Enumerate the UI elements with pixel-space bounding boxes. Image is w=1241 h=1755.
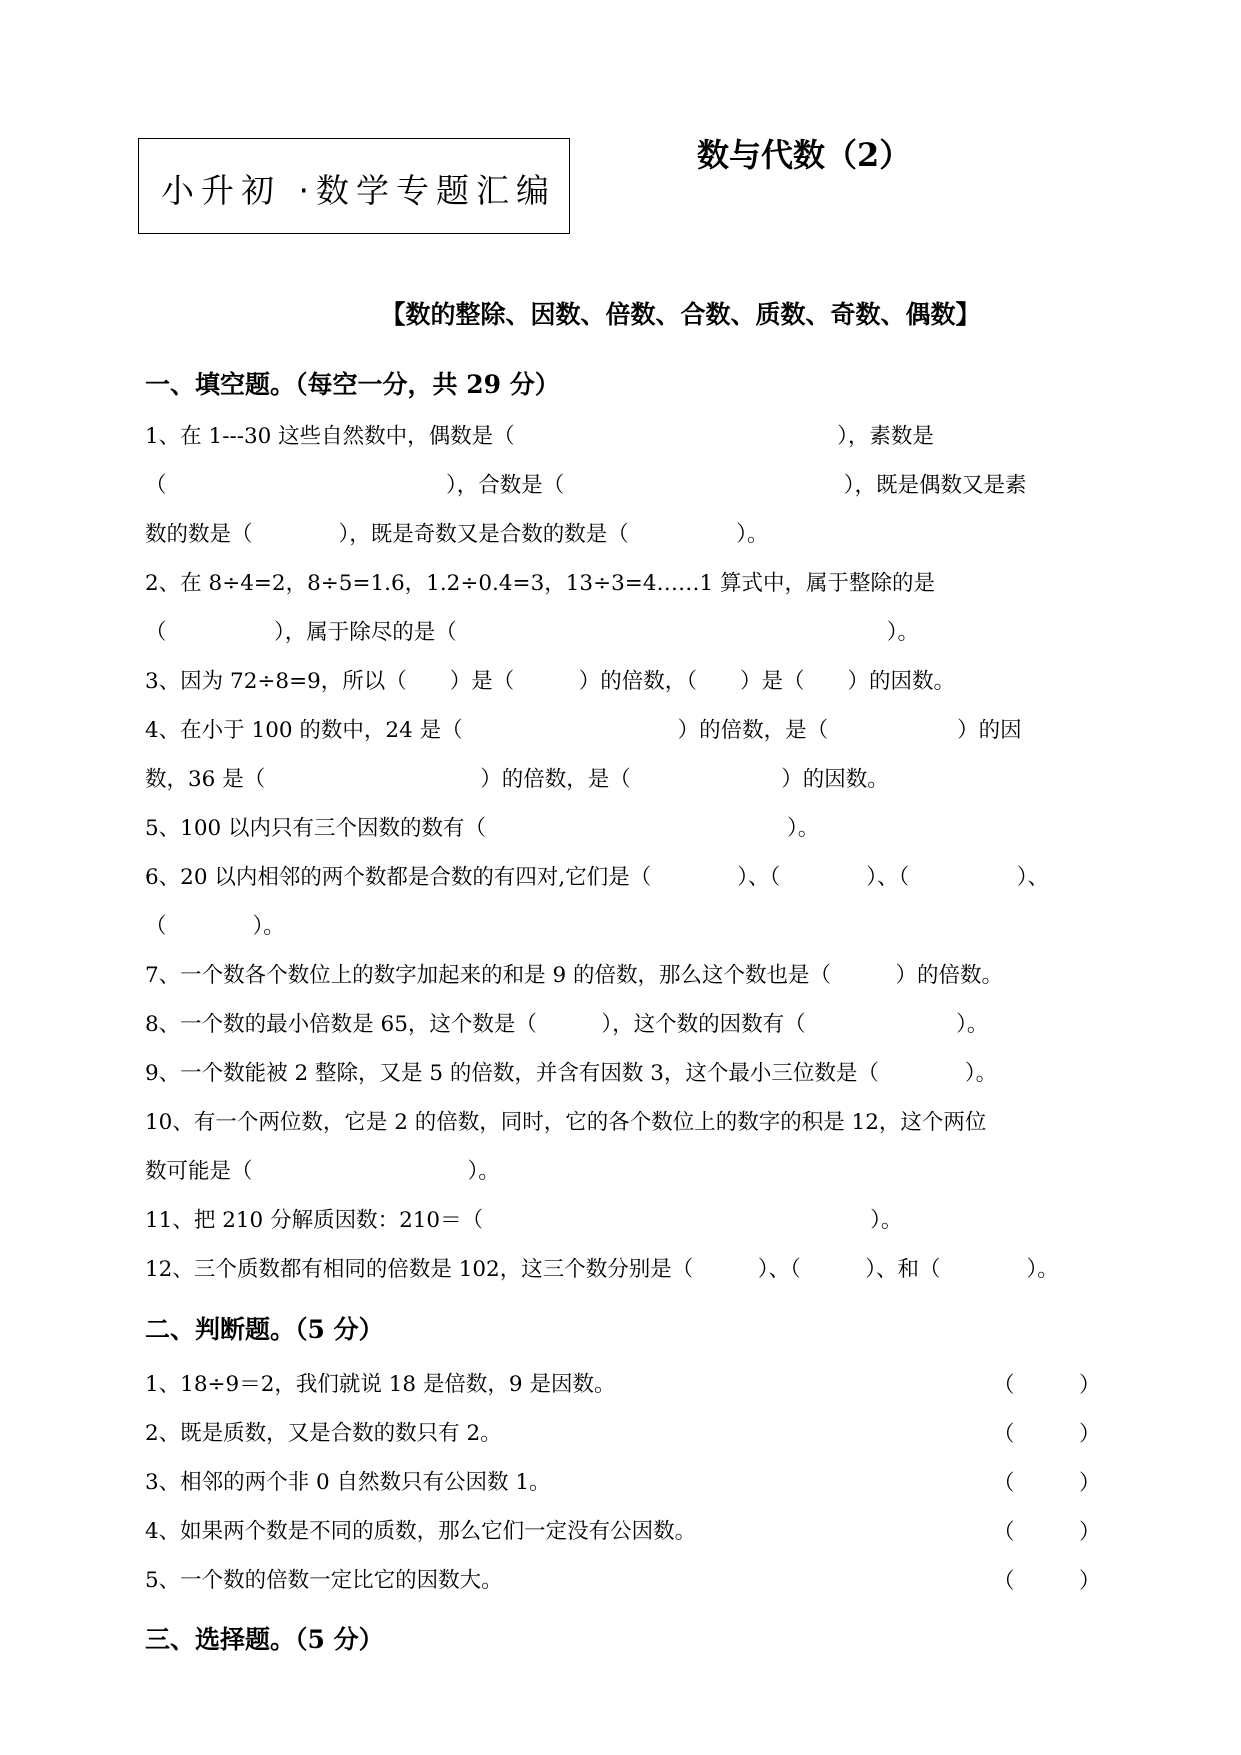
q12-line: 12、三个质数都有相同的倍数是 102，这三个数分别是（ ）、（ ）、和（ ）。 xyxy=(145,1257,1059,1282)
tf-answer-4[interactable]: （ ） xyxy=(993,1520,1101,1545)
tf-answer-5[interactable]: （ ） xyxy=(993,1569,1101,1594)
q8-line: 8、一个数的最小倍数是 65，这个数是（ ），这个数的因数有（ ）。 xyxy=(145,1012,989,1037)
q10-line2: 数可能是（ ）。 xyxy=(145,1159,500,1184)
q11-line: 11、把 210 分解质因数：210＝（ ）。 xyxy=(145,1208,903,1233)
q2-line1: 2、在 8÷4=2，8÷5=1.6，1.2÷0.4=3，13÷3=4……1 算式中，属于整除的是 xyxy=(145,571,936,596)
tf-answer-3[interactable]: （ ） xyxy=(993,1471,1101,1496)
q5-line: 5、100 以内只有三个因数的数有（ ）。 xyxy=(145,816,820,841)
tf-item-3: 3、相邻的两个非 0 自然数只有公因数 1。 xyxy=(145,1470,551,1495)
q10-line1: 10、有一个两位数，它是 2 的倍数，同时，它的各个数位上的数字的积是 12，这个两位 xyxy=(145,1110,987,1135)
tf-item-2: 2、既是质数，又是合数的数只有 2。 xyxy=(145,1421,502,1446)
series-title-box xyxy=(138,138,570,234)
q6-line1: 6、20 以内相邻的两个数都是合数的有四对,它们是（ ）、（ ）、（ ）、 xyxy=(145,865,1049,890)
q1-line2: （ ），合数是（ ），既是偶数又是素 xyxy=(145,473,1027,498)
q6-line2: （ ）。 xyxy=(145,914,285,939)
q4-line1: 4、在小于 100 的数中，24 是（ ）的倍数，是（ ）的因 xyxy=(145,718,1022,743)
section3-heading: 三、选择题。（5 分） xyxy=(145,1625,384,1654)
tf-answer-2[interactable]: （ ） xyxy=(993,1422,1101,1447)
q1-line1: 1、在 1---30 这些自然数中，偶数是（ ），素数是 xyxy=(145,424,934,449)
q3-line: 3、因为 72÷8=9，所以（ ）是（ ）的倍数，（ ）是（ ）的因数。 xyxy=(145,669,956,694)
tf-answer-1[interactable]: （ ） xyxy=(993,1373,1101,1398)
series-title: 小升初 ·数学专题汇编 xyxy=(161,171,556,210)
q7-line: 7、一个数各个数位上的数字加起来的和是 9 的倍数，那么这个数也是（ ）的倍数。 xyxy=(145,963,1004,988)
tf-item-4: 4、如果两个数是不同的质数，那么它们一定没有公因数。 xyxy=(145,1519,697,1544)
section1-heading: 一、填空题。（每空一分，共 29 分） xyxy=(145,370,560,399)
q9-line: 9、一个数能被 2 整除，又是 5 的倍数，并含有因数 3，这个最小三位数是（ ）。 xyxy=(145,1061,998,1086)
tf-item-1: 1、18÷9＝2，我们就说 18 是倍数，9 是因数。 xyxy=(145,1372,616,1397)
topic-subtitle: 【数的整除、因数、倍数、合数、质数、奇数、偶数】 xyxy=(380,300,981,329)
section2-heading: 二、判断题。（5 分） xyxy=(145,1315,384,1344)
q1-line3: 数的数是（ ），既是奇数又是合数的数是（ ）。 xyxy=(145,522,769,547)
tf-item-5: 5、一个数的倍数一定比它的因数大。 xyxy=(145,1568,503,1593)
q2-line2: （ ），属于除尽的是（ ）。 xyxy=(145,620,920,645)
q4-line2: 数，36 是（ ）的倍数，是（ ）的因数。 xyxy=(145,767,889,792)
page-title: 数与代数（2） xyxy=(697,136,912,174)
